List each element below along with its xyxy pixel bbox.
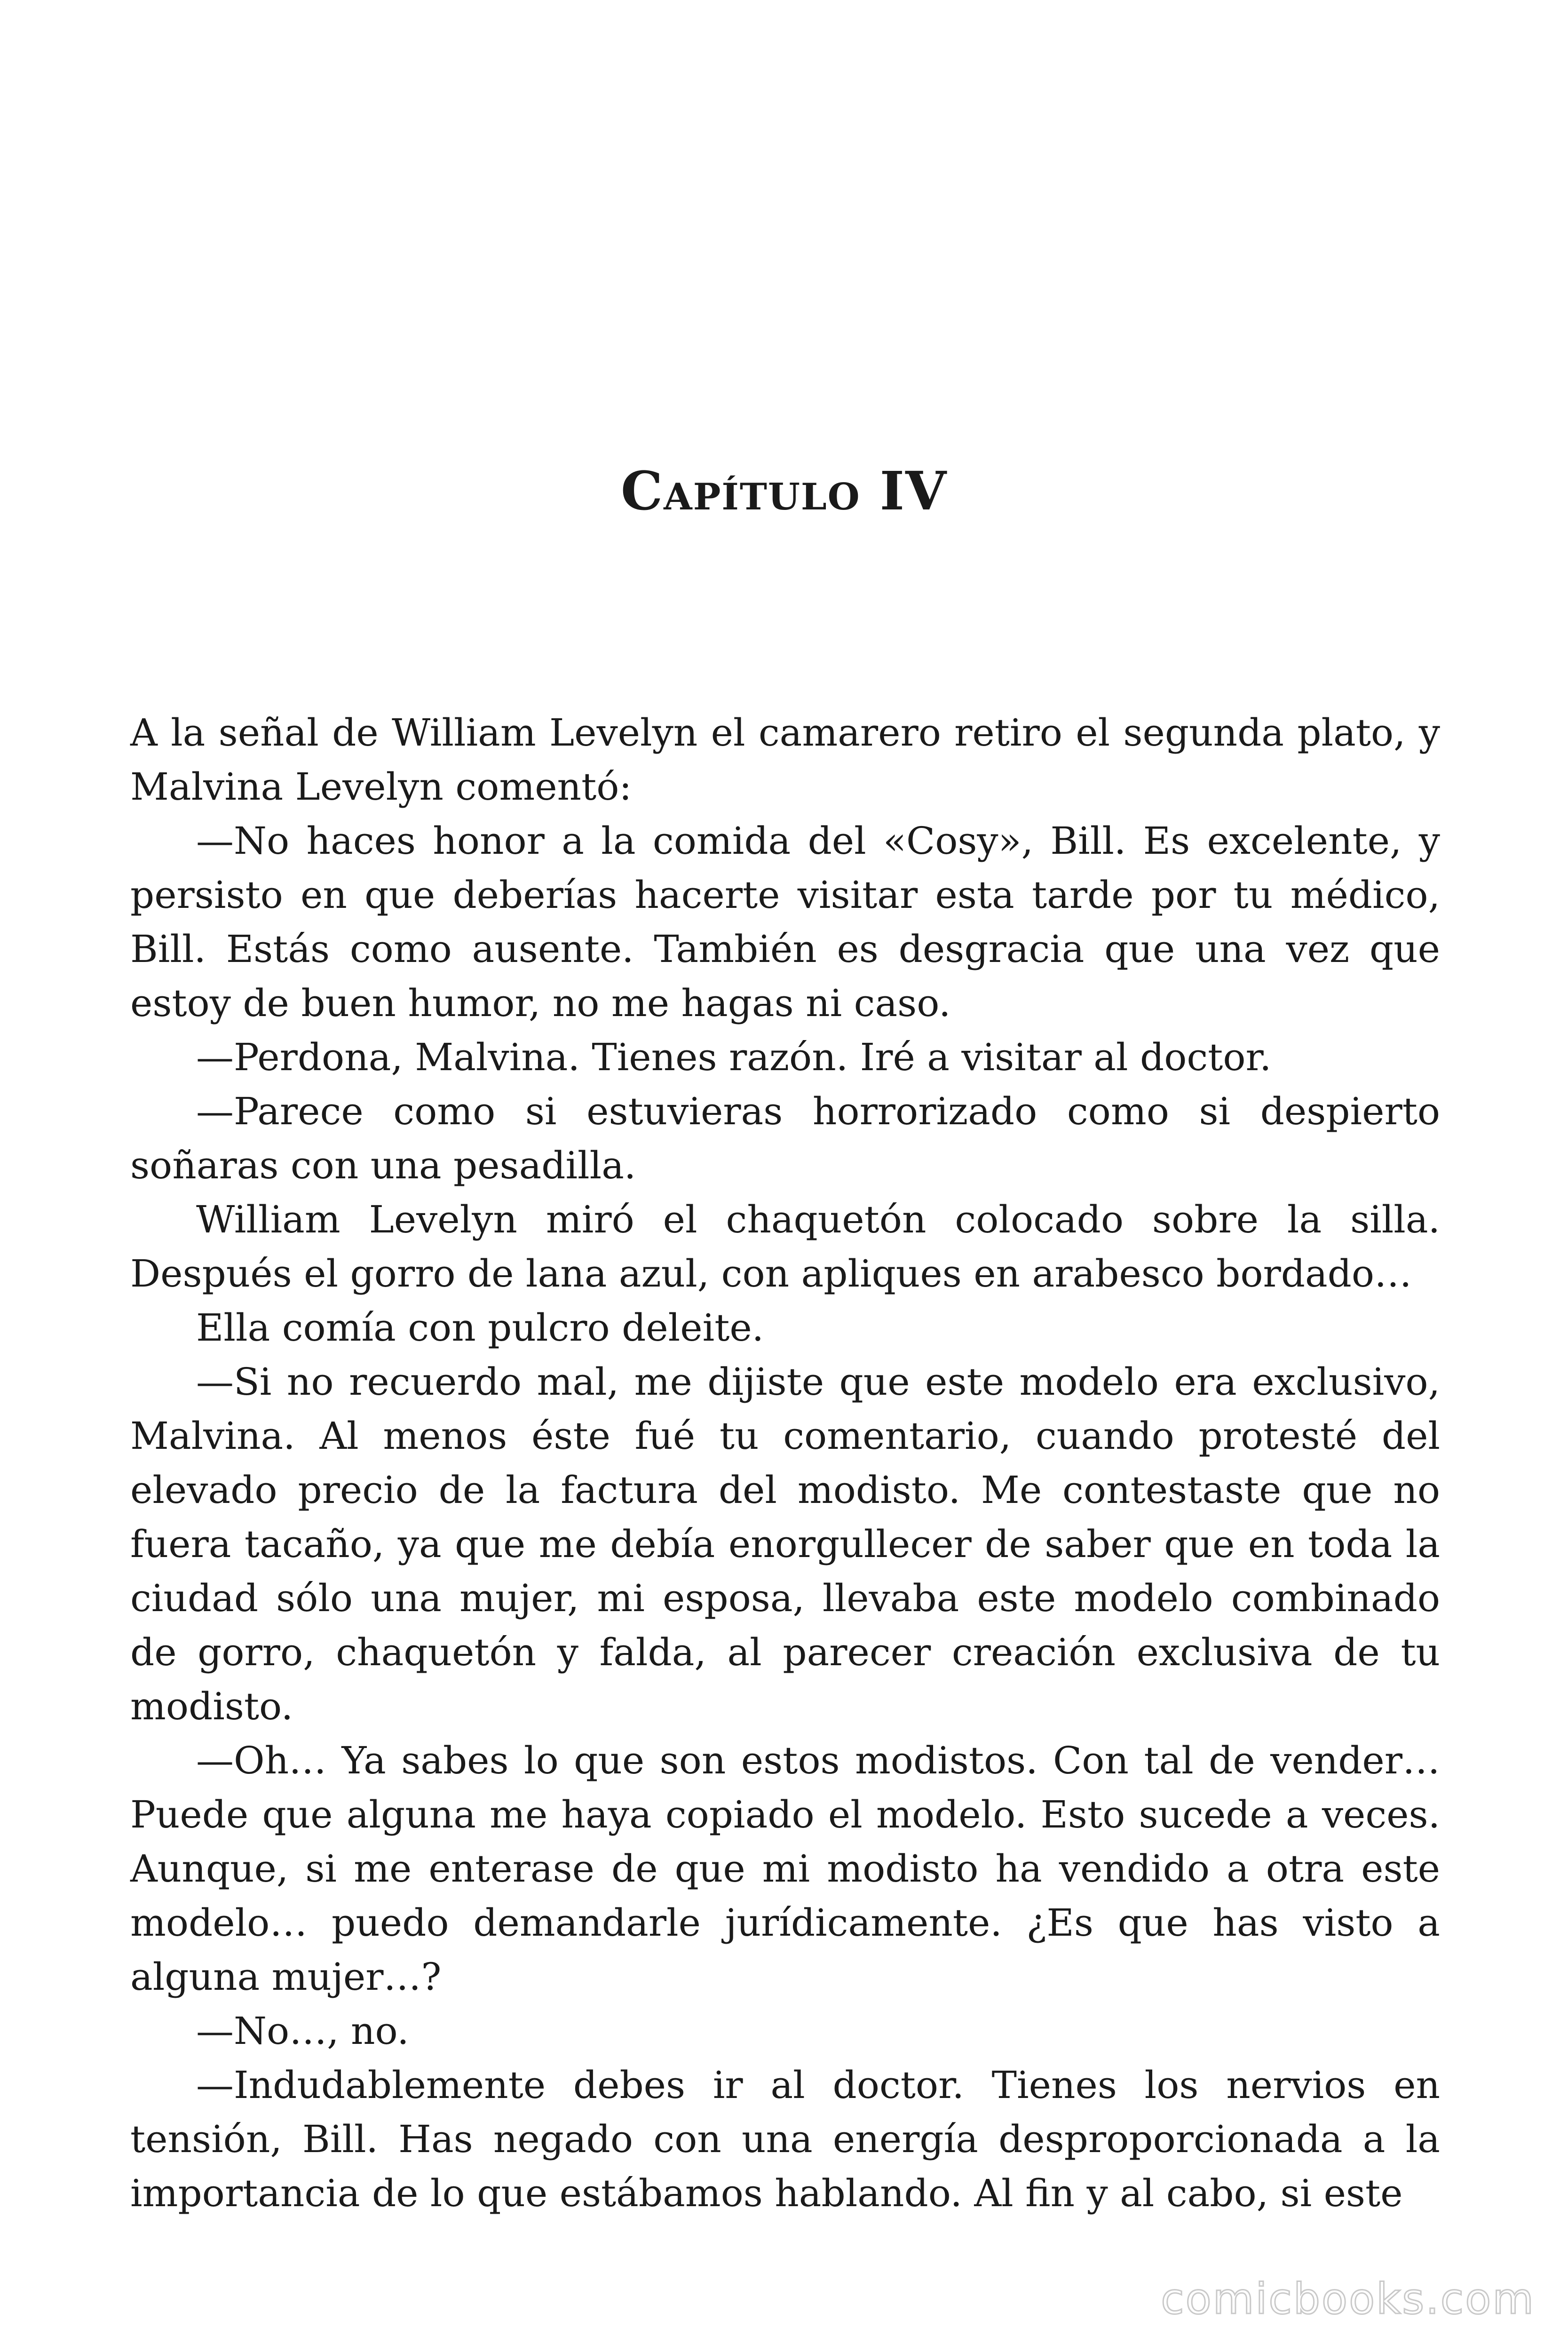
paragraph: —Si no recuerdo mal, me dijiste que este modelo era exclusivo, Malvina. Al menos éste fué tu comentario, cuando protesté del elevado precio de la factura del modisto. Me contestaste que no fuera tacaño, ya que me debía enorgullecer de saber que en toda la ciudad sólo una mujer, mi esposa, llevaba este modelo combinado de gorro, chaquetón y falda, al parecer creación exclusiva de tu modisto. bbox=[130, 1360, 1440, 1728]
watermark-logo: comicbooks.com bbox=[1161, 2274, 1535, 2324]
paragraph: Ella comía con pulcro deleite. bbox=[196, 1306, 764, 1350]
paragraph: —Oh… Ya sabes lo que son estos modistos. Con tal de vender… Puede que alguna me haya copiado el modelo. Esto sucede a veces. Aunque, si me enterase de que mi modisto ha vendido a otra este modelo… puedo demandarle jurídicamente. ¿Es que has visto a alguna mujer…? bbox=[130, 1739, 1440, 1999]
paragraph: —Indudablemente debes ir al doctor. Tienes los nervios en tensión, Bill. Has negado con una energía desproporcionada a la importancia de lo que estábamos hablando. Al fin y al cabo, si este bbox=[130, 2063, 1440, 2215]
paragraph: —Parece como si estuvieras horrorizado como si despierto soñaras con una pesadilla. bbox=[130, 1089, 1440, 1187]
chapter-title: Capítulo IV bbox=[621, 461, 947, 522]
page-body bbox=[130, 706, 1440, 2220]
paragraph: —No…, no. bbox=[196, 2009, 409, 2053]
paragraph: —Perdona, Malvina. Tienes razón. Iré a visitar al doctor. bbox=[196, 1035, 1272, 1079]
paragraph: William Levelyn miró el chaquetón colocado sobre la silla. Después el gorro de lana azul, con apliques en arabesco bordado… bbox=[130, 1198, 1440, 1295]
paragraph: A la señal de William Levelyn el camarero retiro el segunda plato, y Malvina Levelyn comentó: bbox=[130, 711, 1440, 809]
paragraph: —No haces honor a la comida del «Cosy», Bill. Es excelente, y persisto en que deberías hacerte visitar esta tarde por tu médico, Bill. Estás como ausente. También es desgracia que una vez que estoy de buen humor, no me hagas ni caso. bbox=[130, 819, 1440, 1025]
